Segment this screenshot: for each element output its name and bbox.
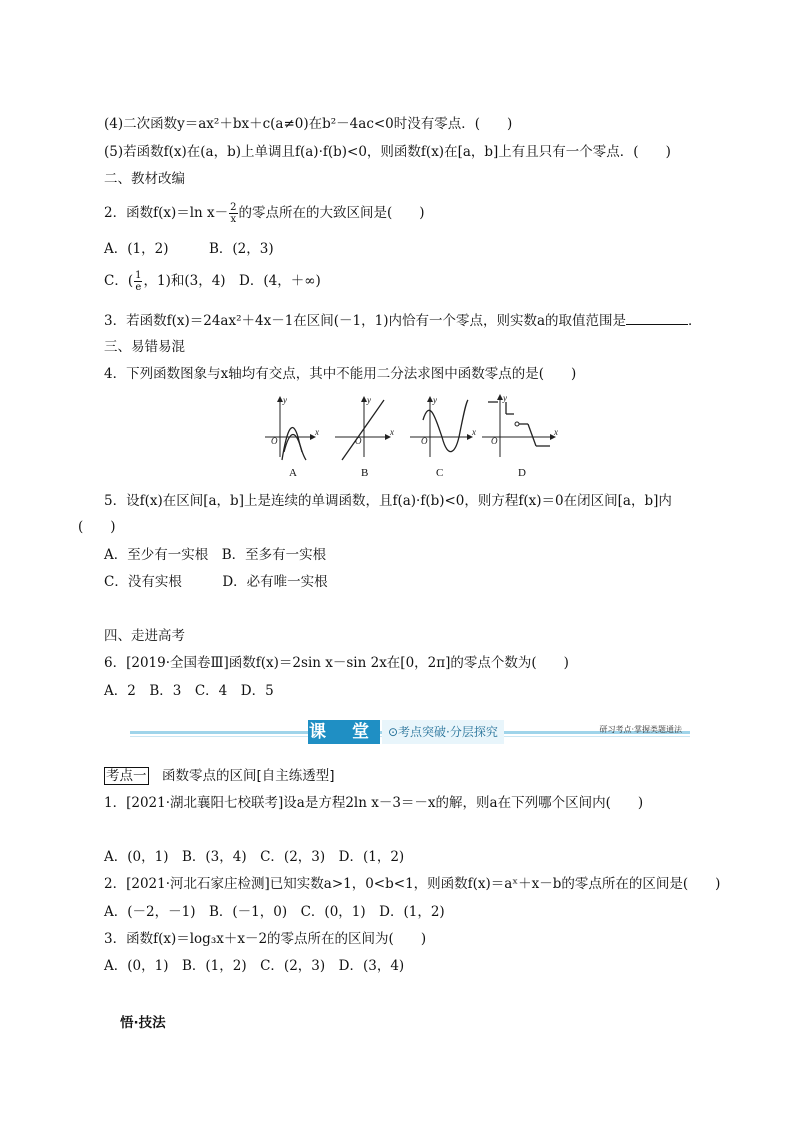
fraction-denominator: e (135, 282, 142, 293)
fraction-1-over-e (134, 270, 142, 293)
question-3 (104, 311, 702, 330)
question-2 (104, 202, 425, 225)
fraction-numerator: 1 (135, 270, 142, 281)
graph-label-c: C (436, 467, 444, 479)
kaodian-question-3: 3．函数f(x)＝log₃x＋x－2的零点所在的区间为( ) (104, 931, 427, 947)
axis-y-label: y (367, 395, 371, 405)
question-2-options-cd (104, 270, 321, 293)
q3-end: ． (688, 313, 702, 329)
q2-c-post: ，1)和(3，4) D．(4，＋∞) (143, 273, 321, 289)
axis-x-label: x (472, 427, 476, 437)
item-4: (4)二次函数y＝ax²＋bx＋c(a≠0)在b²－4ac<0时没有零点．( ) (104, 116, 513, 132)
kaodian-question-1: 1．[2021·湖北襄阳七校联考]设a是方程2ln x－3＝－x的解，则a在下列哪个区间内( ) (104, 795, 644, 811)
axis-y-label: y (433, 395, 437, 405)
answer-blank (626, 311, 688, 325)
q2-text-pre: 2．函数f(x)＝ln x－ (104, 205, 229, 221)
kaodian-question-2-options: A．(－2，－1) B．(－1，0) C．(0，1) D．(1，2) (104, 904, 445, 920)
question-6-options: A．2 B．3 C．4 D．5 (104, 683, 274, 699)
axis-y-label: y (503, 393, 507, 403)
kaodian-heading (104, 767, 335, 785)
kaodian-question-2: 2．[2021·河北石家庄检测]已知实数a>1，0<b<1，则函数f(x)＝aˣ＋x－b的零点所在的区间是( ) (104, 876, 721, 892)
technique-heading: 悟·技法 (120, 1015, 166, 1031)
item-5: (5)若函数f(x)在(a，b)上单调且f(a)·f(b)<0，则函数f(x)在[a，b]上有且只有一个零点．( ) (104, 144, 671, 160)
banner-slogan: 研习考点·掌握类题通法 (599, 725, 682, 734)
graph-d (482, 395, 555, 457)
question-4: 4．下列函数图象与x轴均有交点，其中不能用二分法求图中函数零点的是( ) (104, 366, 577, 382)
graph-label-b: B (361, 467, 369, 479)
classroom-banner (130, 716, 690, 748)
origin-label: O (491, 436, 498, 446)
origin-label: O (271, 436, 278, 446)
graph-label-a: A (289, 467, 297, 479)
axis-x-label: x (390, 427, 394, 437)
graph-a (265, 397, 315, 460)
fraction-denominator: x (230, 214, 237, 225)
kaodian-question-1-options: A．(0，1) B．(3，4) C．(2，3) D．(1，2) (104, 849, 405, 865)
section-textbook: 二、教材改编 (104, 171, 185, 187)
function-graphs (260, 392, 560, 462)
kaodian-title: 函数零点的区间[自主练透型] (148, 768, 335, 784)
question-5: 5．设f(x)在区间[a，b]上是连续的单调函数，且f(a)·f(b)<0，则方程f(x)＝0在闭区间[a，b]内 (104, 493, 672, 509)
q2-c-pre: C．( (104, 273, 134, 289)
kaodian-question-3-options: A．(0，1) B．(1，2) C．(2，3) D．(3，4) (104, 958, 405, 974)
origin-label: O (421, 436, 428, 446)
axis-x-label: x (315, 427, 319, 437)
question-5-options-cd: C．没有实根 D．必有唯一实根 (104, 574, 328, 590)
banner-tag: 课 堂 (309, 722, 379, 742)
graph-c (410, 397, 472, 457)
kaodian-tag: 考点一 (106, 768, 147, 784)
banner-subtitle: ⊙考点突破·分层探究 (382, 720, 504, 744)
section-gaokao: 四、走进高考 (104, 628, 185, 644)
graph-label-d: D (518, 467, 526, 479)
question-5-options-ab: A．至少有一实根 B．至多有一实根 (104, 547, 327, 563)
origin-label: O (355, 436, 362, 446)
axis-y-label: y (283, 395, 287, 405)
axis-x-label: x (554, 427, 558, 437)
graph-b (335, 397, 390, 460)
q2-text-post: 的零点所在的大致区间是( ) (238, 205, 425, 221)
fraction-numerator: 2 (230, 202, 237, 213)
question-2-options-ab: A．(1，2) B．(2，3) (104, 241, 274, 257)
question-5-paren: ( ) (78, 519, 116, 535)
fraction-2-over-x (229, 202, 237, 225)
question-6: 6．[2019·全国卷Ⅲ]函数f(x)＝2sin x－sin 2x在[0，2π]的零点个数为( ) (104, 655, 569, 671)
section-mistakes: 三、易错易混 (104, 339, 185, 355)
q3-text: 3．若函数f(x)＝24ax²＋4x－1在区间(－1，1)内恰有一个零点，则实数a的取值范围是 (104, 313, 627, 329)
